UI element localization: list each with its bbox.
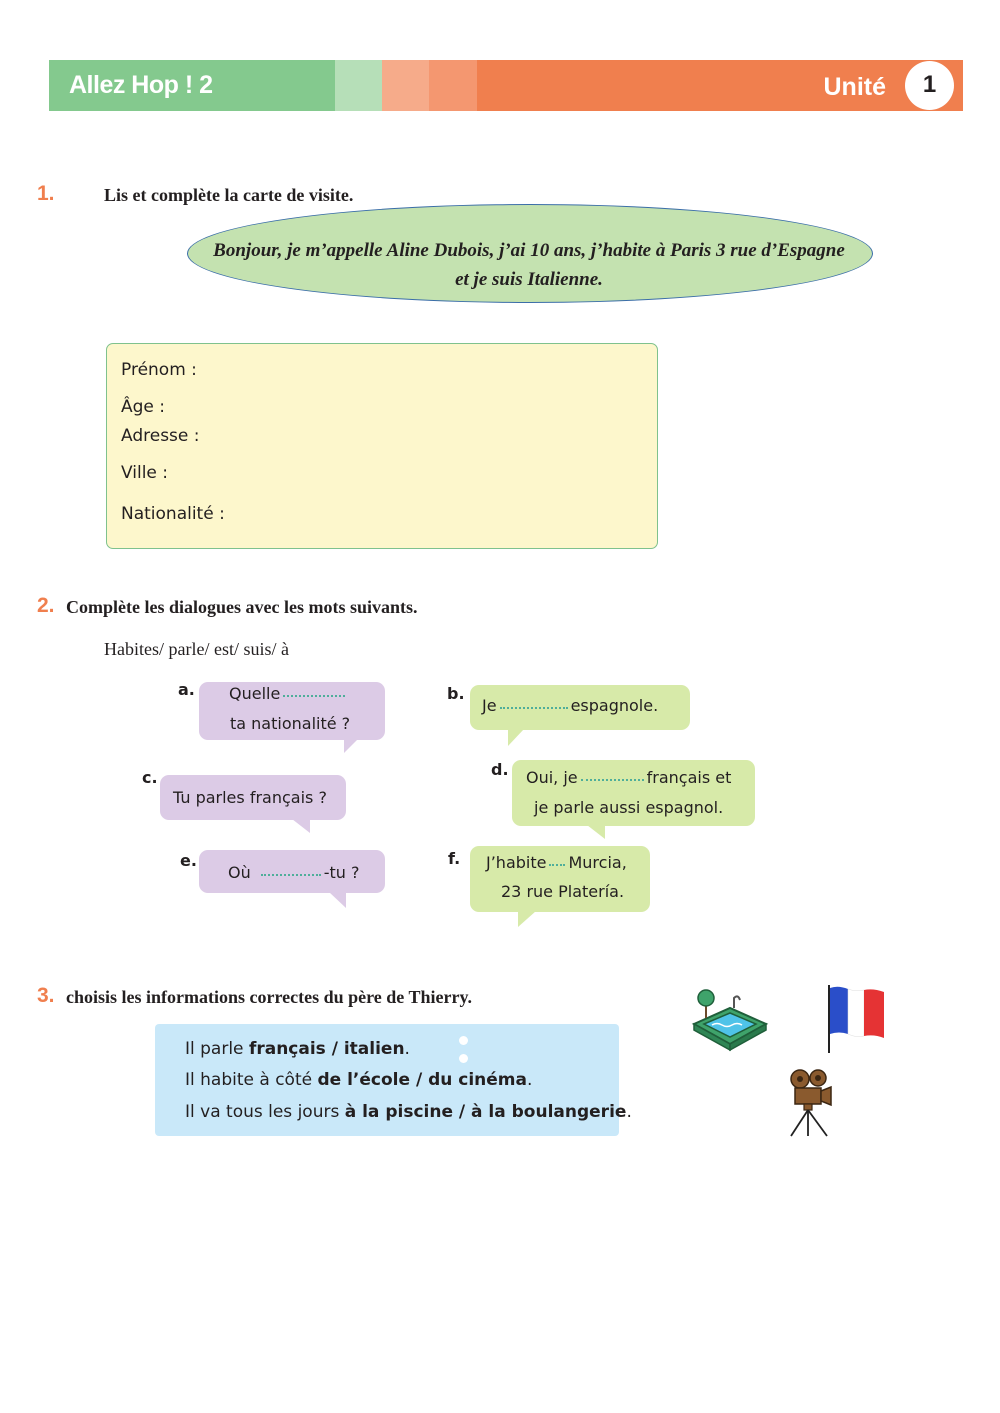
french-flag-icon [826, 984, 888, 1054]
bubble-text: Quelle [229, 684, 281, 703]
dialogue-letter-d: d. [491, 760, 509, 779]
speech-bubble-b [470, 685, 690, 730]
dialogue-letter-c: c. [142, 768, 158, 787]
speech-bubble-c [160, 775, 346, 820]
choice-text: Il habite à côté [185, 1070, 318, 1090]
dialogue-letter-f: f. [448, 849, 461, 868]
dialogue-letter-a: a. [178, 680, 195, 699]
header-band [49, 60, 963, 111]
field-ville[interactable]: Ville : [121, 463, 169, 483]
choice-text: . [527, 1070, 533, 1090]
choice-text: . [626, 1102, 632, 1122]
header-segment [382, 60, 429, 111]
bubble-tail [292, 819, 310, 833]
field-prenom[interactable]: Prénom : [121, 360, 197, 380]
bubble-text: Je [482, 696, 497, 715]
movie-camera-icon [785, 1066, 835, 1138]
speech-line: Bonjour, je m’appelle Aline Dubois, j’ai 10 ans, j’habite à Paris 3 rue d’Espagne [213, 240, 845, 261]
bubble-text: espagnole. [570, 696, 659, 715]
brand-title: Allez Hop ! 2 [69, 71, 213, 99]
bubble-text: -tu ? [323, 863, 360, 882]
bubble-text: J’habite [486, 853, 547, 872]
unit-label: Unité [823, 73, 886, 101]
bubble-tail [587, 825, 605, 839]
speech-bubble-a [199, 682, 385, 740]
bubble-tail [508, 729, 524, 746]
bubble-text: Où [228, 863, 251, 882]
choice-options[interactable]: à la piscine / à la boulangerie [344, 1102, 627, 1122]
blank-field[interactable] [500, 707, 568, 709]
blank-field[interactable] [261, 874, 321, 876]
choice-options[interactable]: français / italien [248, 1039, 405, 1059]
field-nationalite[interactable]: Nationalité : [121, 504, 225, 524]
dialogue-letter-e: e. [180, 851, 197, 870]
choice-text: . [404, 1039, 410, 1059]
bubble-text: je parle aussi espagnol. [534, 798, 724, 817]
bubble-text: Oui, je [526, 768, 578, 787]
choice-line-2 [185, 1070, 532, 1090]
bubble-text: Murcia, [568, 853, 627, 872]
exercise3-instruction: choisis les informations correctes du père de Thierry. [66, 987, 472, 1007]
bubble-text: ta nationalité ? [230, 714, 351, 733]
choice-text: Il parle [185, 1039, 249, 1059]
choice-line-3 [185, 1102, 632, 1122]
word-bank: Habites/ parle/ est/ suis/ à [104, 639, 289, 659]
bubble-text: Tu parles français ? [173, 788, 327, 807]
choice-text: Il va tous les jours [185, 1102, 345, 1122]
speech-text [187, 236, 871, 294]
blank-field[interactable] [581, 779, 644, 781]
exercise1-instruction: Lis et complète la carte de visite. [104, 185, 354, 205]
unit-number: 1 [905, 61, 954, 110]
decorative-dot [459, 1054, 468, 1063]
decorative-dot [459, 1036, 468, 1045]
bubble-tail [518, 911, 536, 927]
exercise3-number: 3. [37, 984, 55, 1007]
speech-bubble-d [512, 760, 755, 826]
speech-bubble-f [470, 846, 650, 912]
header-segment [477, 60, 963, 111]
pool-icon [690, 988, 770, 1052]
exercise1-number: 1. [37, 182, 55, 205]
blank-field[interactable] [549, 864, 565, 866]
field-age[interactable]: Âge : [121, 397, 166, 417]
dialogue-letter-b: b. [447, 684, 465, 703]
exercise2-instruction: Complète les dialogues avec les mots suivants. [66, 597, 418, 617]
bubble-text: français et [646, 768, 732, 787]
blank-field[interactable] [283, 695, 345, 697]
bubble-tail [344, 739, 358, 753]
field-adresse[interactable]: Adresse : [121, 426, 200, 446]
speech-bubble-e [199, 850, 385, 893]
header-segment [335, 60, 382, 111]
choice-options[interactable]: de l’école / du cinéma [317, 1070, 527, 1090]
header-segment [429, 60, 477, 111]
bubble-text: 23 rue Platería. [501, 882, 625, 901]
speech-line: et je suis Italienne. [455, 269, 603, 290]
choice-line-1 [185, 1039, 410, 1059]
exercise2-number: 2. [37, 594, 55, 617]
bubble-tail [329, 892, 346, 908]
